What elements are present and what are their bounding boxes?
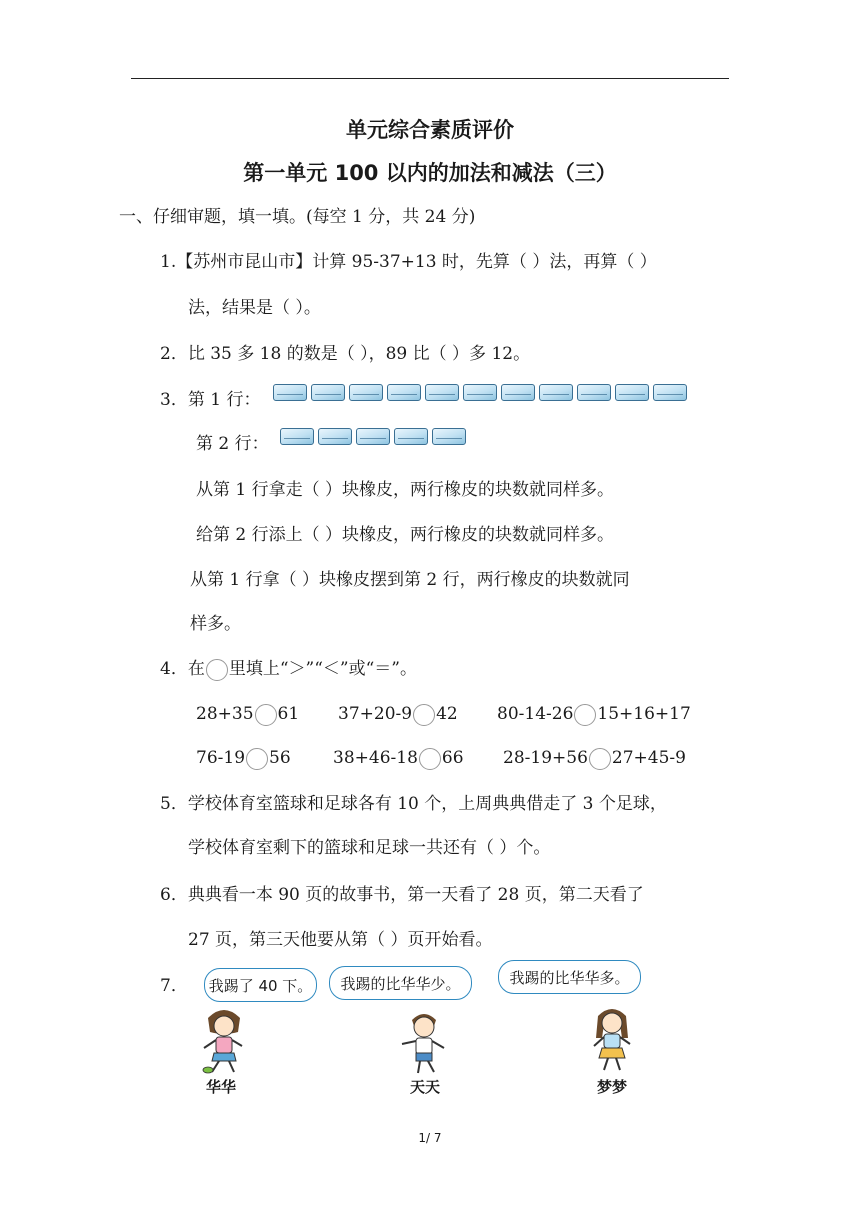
question-4-prefix: 4．在	[160, 659, 205, 679]
name-huahua: 华华	[206, 1078, 237, 1096]
eraser-icon	[615, 384, 649, 401]
eraser-icon	[356, 428, 390, 445]
question-3-row2-label: 第 2 行：	[196, 434, 269, 454]
girl-huahua-icon	[198, 1006, 250, 1076]
name-tiantian: 天天	[410, 1078, 441, 1096]
q4-item-1: 28+35 61	[196, 704, 300, 724]
eraser-icon	[280, 428, 314, 445]
eraser-icon	[463, 384, 497, 401]
compare-circle-icon	[206, 659, 228, 681]
eraser-icon	[318, 428, 352, 445]
name-mengmeng: 梦梦	[597, 1078, 628, 1096]
top-rule	[131, 78, 729, 79]
girl-mengmeng-icon	[586, 1002, 638, 1074]
question-4-instruction	[160, 657, 417, 681]
eraser-icon	[349, 384, 383, 401]
page-number: 1/ 7	[418, 1131, 442, 1145]
q4-item-2: 37+20-9 42	[338, 704, 458, 724]
q4-item-6: 28-19+56 27+45-9	[503, 748, 686, 768]
eraser-icon	[432, 428, 466, 445]
eraser-icon	[653, 384, 687, 401]
answer-circle[interactable]	[246, 748, 268, 770]
question-3-row1-label: 3．第 1 行：	[160, 390, 261, 410]
question-6-line-2: 27 页，第三天他要从第（ ）页开始看。	[188, 930, 493, 950]
eraser-row-1	[273, 384, 687, 401]
question-3-b: 给第 2 行添上（ ）块橡皮，两行橡皮的块数就同样多。	[196, 525, 615, 545]
answer-circle[interactable]	[419, 748, 441, 770]
question-1-line-2: 法，结果是（ ）。	[188, 298, 321, 318]
q4-item-5: 38+46-18 66	[333, 748, 464, 768]
question-3-c-line-1: 从第 1 行拿（ ）块橡皮摆到第 2 行，两行橡皮的块数就同	[190, 570, 630, 590]
q4-item-3: 80-14-26 15+16+17	[497, 704, 691, 724]
eraser-icon	[501, 384, 535, 401]
question-6-line-1: 6．典典看一本 90 页的故事书，第一天看了 28 页，第二天看了	[160, 885, 644, 905]
page-subtitle: 第一单元 100 以内的加法和减法（三）	[243, 161, 617, 185]
eraser-icon	[273, 384, 307, 401]
question-1-line-1: 1.【苏州市昆山市】计算 95-37+13 时，先算（ ）法，再算（ ）	[160, 252, 657, 272]
eraser-icon	[311, 384, 345, 401]
q4-item-4: 76-19 56	[196, 748, 291, 768]
question-4-suffix: 里填上“＞”“＜”或“＝”。	[228, 659, 417, 679]
eraser-icon	[539, 384, 573, 401]
eraser-icon	[394, 428, 428, 445]
speech-bubble-tiantian: 我踢的比华华少。	[329, 966, 472, 1000]
question-5-line-1: 5．学校体育室篮球和足球各有 10 个，上周典典借走了 3 个足球，	[160, 794, 667, 814]
answer-circle[interactable]	[255, 704, 277, 726]
eraser-icon	[577, 384, 611, 401]
question-7-label: 7．	[160, 976, 188, 996]
question-3-a: 从第 1 行拿走（ ）块橡皮，两行橡皮的块数就同样多。	[196, 480, 615, 500]
section-heading: 一、仔细审题，填一填。(每空 1 分，共 24 分)	[119, 207, 476, 227]
speech-bubble-huahua: 我踢了 40 下。	[204, 968, 317, 1002]
speech-bubble-mengmeng: 我踢的比华华多。	[498, 960, 641, 994]
page-title: 单元综合素质评价	[346, 118, 514, 142]
question-5-line-2: 学校体育室剩下的篮球和足球一共还有（ ）个。	[188, 838, 551, 858]
eraser-row-2	[280, 428, 466, 445]
question-3-c-line-2: 样多。	[190, 614, 241, 634]
answer-circle[interactable]	[574, 704, 596, 726]
answer-circle[interactable]	[413, 704, 435, 726]
eraser-icon	[425, 384, 459, 401]
answer-circle[interactable]	[589, 748, 611, 770]
eraser-icon	[387, 384, 421, 401]
question-2: 2．比 35 多 18 的数是（ ），89 比（ ）多 12。	[160, 344, 531, 364]
boy-tiantian-icon	[396, 1006, 452, 1076]
